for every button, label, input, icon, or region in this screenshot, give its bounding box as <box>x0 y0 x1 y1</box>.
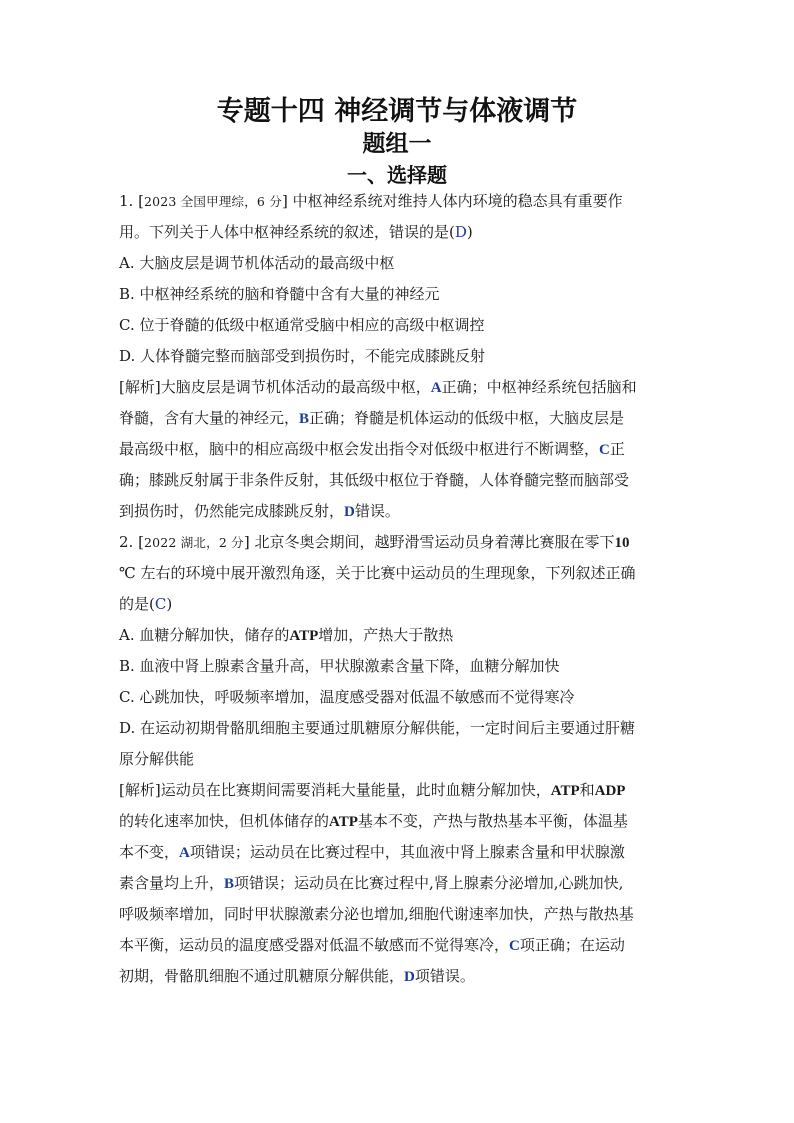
question-2-option-c: C. 心跳加快，呼吸频率增加，温度感受器对低温不敏感而不觉得寒冷 <box>119 688 575 706</box>
page-title: 专题十四 神经调节与体液调节 <box>216 96 578 127</box>
question-1-option-b: B. 中枢神经系统的脑和脊髓中含有大量的神经元 <box>119 285 440 303</box>
question-2-stem-line-3: 的是(C) <box>119 595 173 613</box>
question-1-option-c: C. 位于脊髓的低级中枢通常受脑中相应的高级中枢调控 <box>119 316 485 334</box>
question-1-option-d: D. 人体脊髓完整而脑部受到损伤时，不能完成膝跳反射 <box>119 347 486 365</box>
question-1-source: 2023 全国甲理综，6 分 <box>143 194 282 209</box>
question-2-explanation-line: 呼吸频率增加，同时甲状腺激素分泌也增加,细胞代谢速率加快，产热与散热基 <box>119 905 634 923</box>
question-1-explanation-line: 到损伤时，仍然能完成膝跳反射，D错误。 <box>119 502 400 520</box>
question-2-option-d-continued: 原分解供能 <box>119 750 195 768</box>
question-1-stem-line-2: 用。下列关于人体中枢神经系统的叙述，错误的是(D) <box>119 223 473 241</box>
question-1-answer: D <box>454 223 467 241</box>
question-2-option-d: D. 在运动初期骨骼肌细胞主要通过肌糖原分解供能，一定时间后主要通过肝糖 <box>119 719 636 737</box>
question-1-explanation-line: 脊髓，含有大量的神经元，B正确；脊髓是机体运动的低级中枢，大脑皮层是 <box>119 409 625 427</box>
section-heading: 一、选择题 <box>347 163 447 187</box>
content-body <box>119 186 679 992</box>
question-2-option-a: A. 血糖分解加快，储存的ATP增加，产热大于散热 <box>119 626 454 644</box>
question-2-explanation-line: 的转化速率加快，但机体储存的ATP基本不变，产热与散热基本平衡，体温基 <box>119 812 628 830</box>
question-1-explanation-line: [解析]大脑皮层是调节机体活动的最高级中枢，A正确；中枢神经系统包括脑和 <box>119 378 637 396</box>
question-1-explanation-line: 最高级中枢，脑中的相应高级中枢会发出指令对低级中枢进行不断调整，C正 <box>119 440 625 458</box>
question-2-explanation-line: 素含量均上升，B项错误；运动员在比赛过程中,肾上腺素分泌增加,心跳加快, <box>119 874 624 892</box>
question-1-stem-line-1: 1. [2023 全国甲理综，6 分] 中枢神经系统对维持人体内环境的稳态具有重要作 <box>119 192 623 210</box>
question-2-option-b: B. 血液中肾上腺素含量升高，甲状腺激素含量下降，血糖分解加快 <box>119 657 560 675</box>
question-2-source: 2022 湖北，2 分 <box>143 535 244 550</box>
question-2-explanation-line: 本平衡，运动员的温度感受器对低温不敏感而不觉得寒冷，C项正确；在运动 <box>119 936 625 954</box>
question-1-option-a: A. 大脑皮层是调节机体活动的最高级中枢 <box>119 254 395 272</box>
question-2-stem-line-1: 2. [2022 湖北，2 分] 北京冬奥会期间，越野滑雪运动员身着薄比赛服在零下10 <box>119 533 630 551</box>
question-2-explanation-line: 本不变，A项错误；运动员在比赛过程中，其血液中肾上腺素含量和甲状腺激 <box>119 843 625 861</box>
question-1-explanation-line: 确；膝跳反射属于非条件反射，其低级中枢位于脊髓，人体脊髓完整而脑部受 <box>119 471 630 489</box>
question-2-explanation-line: [解析]运动员在比赛期间需要消耗大量能量，此时血糖分解加快，ATP和ADP <box>119 781 626 799</box>
question-2-stem-line-2: ℃ 左右的环境中展开激烈角逐，关于比赛中运动员的生理现象，下列叙述正确 <box>119 564 636 582</box>
question-2-explanation-line: 初期，骨骼肌细胞不通过肌糖原分解供能，D项错误。 <box>119 967 475 985</box>
group-heading: 题组一 <box>362 130 432 157</box>
question-2-answer: C <box>154 595 167 613</box>
